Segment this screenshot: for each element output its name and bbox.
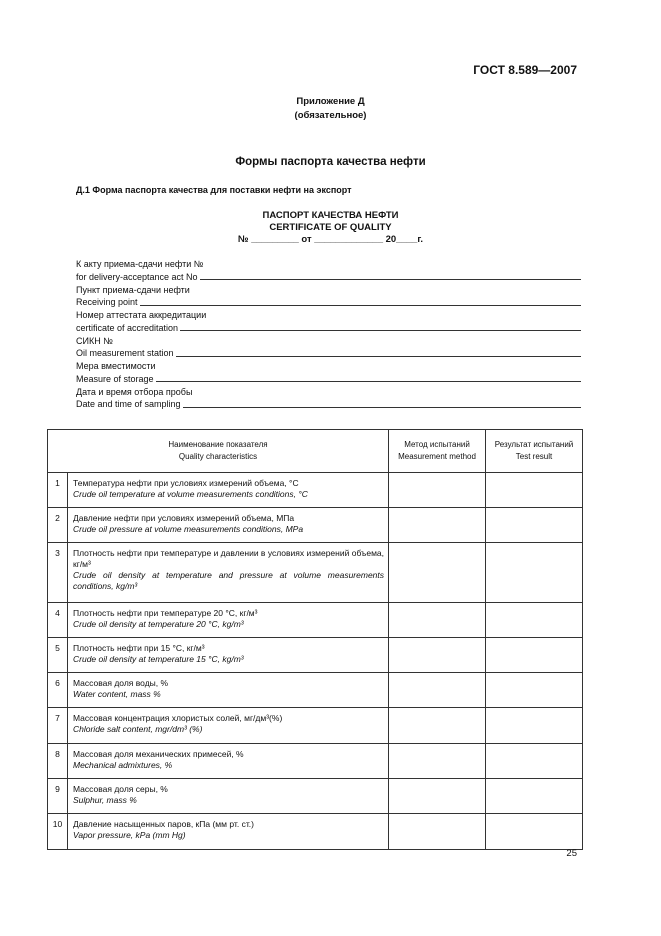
appendix-heading [0, 95, 661, 123]
accreditation-input[interactable] [180, 330, 581, 331]
method-cell[interactable] [389, 814, 486, 850]
result-cell[interactable] [486, 508, 583, 543]
method-cell[interactable] [389, 779, 486, 814]
row-number: 4 [48, 603, 68, 638]
row-label-ru: Плотность нефти при температуре и давлении в условиях измерений объема, кг/м³ [73, 548, 385, 569]
result-cell[interactable] [486, 638, 583, 673]
measurement-station-input[interactable] [176, 356, 581, 357]
method-cell[interactable] [389, 708, 486, 744]
row-description [68, 638, 389, 673]
result-cell[interactable] [486, 473, 583, 508]
row-description [68, 708, 389, 744]
table-row [48, 708, 583, 744]
method-cell[interactable] [389, 508, 486, 543]
row-number: 7 [48, 708, 68, 744]
row-label-en: Chloride salt content, mgr/dm³ (%) [73, 724, 203, 734]
row-label-en: Water content, mass % [73, 689, 161, 699]
row-label-ru: Массовая доля воды, % [73, 678, 169, 688]
table-row [48, 543, 583, 603]
table-row [48, 779, 583, 814]
table-row [48, 473, 583, 508]
header-method: Метод испытаний Measurement method [389, 430, 486, 473]
row-label-en: Crude oil pressure at volume measurements conditions, MPa [73, 524, 304, 534]
row-number: 2 [48, 508, 68, 543]
row-label-ru: Массовая концентрация хлористых солей, мг/дм³(%) [73, 713, 283, 723]
table-row [48, 744, 583, 779]
row-number: 8 [48, 744, 68, 779]
row-number: 10 [48, 814, 68, 850]
header-name: Наименование показателя Quality characteristics [48, 430, 389, 473]
field-measurement-station [76, 335, 581, 360]
field-label-ru: К акту приема-сдачи нефти № [76, 259, 204, 269]
table-row [48, 508, 583, 543]
result-cell[interactable] [486, 603, 583, 638]
field-label-en: for delivery-acceptance act No [76, 271, 198, 282]
appendix-status: (обязательное) [294, 110, 367, 121]
field-act [76, 258, 581, 283]
table-row [48, 814, 583, 850]
field-receiving-point [76, 284, 581, 309]
row-label-ru: Давление нефти при условиях измерений объема, МПа [73, 513, 295, 523]
result-cell[interactable] [486, 779, 583, 814]
result-cell[interactable] [486, 673, 583, 708]
storage-measure-input[interactable] [156, 381, 581, 382]
method-cell[interactable] [389, 638, 486, 673]
field-label-ru: Мера вместимости [76, 361, 156, 371]
field-sampling-date [76, 386, 581, 411]
field-accreditation [76, 309, 581, 334]
row-label-en: Vapor pressure, kPa (mm Hg) [73, 830, 186, 840]
field-label-ru: Номер аттестата аккредитации [76, 310, 207, 320]
row-description [68, 543, 389, 603]
page-number: 25 [566, 848, 577, 859]
row-number: 9 [48, 779, 68, 814]
quality-table [47, 429, 583, 850]
appendix-title: Приложение Д [296, 96, 365, 107]
method-cell[interactable] [389, 603, 486, 638]
row-description [68, 744, 389, 779]
table-row [48, 673, 583, 708]
row-label-en: Crude oil density at temperature and pressure at volume measurements conditions, kg/m³ [73, 570, 385, 591]
row-label-en: Crude oil density at temperature 15 °C, kg/m³ [73, 654, 244, 664]
method-cell[interactable] [389, 744, 486, 779]
row-label-en: Crude oil temperature at volume measurements conditions, °C [73, 489, 308, 499]
row-description [68, 814, 389, 850]
result-cell[interactable] [486, 744, 583, 779]
field-label-ru: Дата и время отбора пробы [76, 386, 193, 397]
row-label-ru: Массовая доля серы, % [73, 784, 168, 794]
header-fields [76, 258, 581, 411]
field-label-en: certificate of accreditation [76, 322, 179, 333]
row-label-ru: Давление насыщенных паров, кПа (мм рт. ст.) [73, 819, 254, 829]
forms-title: Формы паспорта качества нефти [235, 156, 426, 168]
field-label-en: Receiving point [76, 297, 138, 307]
header-result: Результат испытаний Test result [486, 430, 583, 473]
method-cell[interactable] [389, 673, 486, 708]
row-description [68, 603, 389, 638]
row-number: 3 [48, 543, 68, 603]
act-number-input[interactable] [200, 279, 581, 280]
table-row [48, 638, 583, 673]
field-label-ru: Пункт приема-сдачи нефти [76, 284, 190, 295]
result-cell[interactable] [486, 543, 583, 603]
row-label-ru: Температура нефти при условиях измерений объема, °С [73, 478, 299, 488]
row-label-en: Crude oil density at temperature 20 °C, kg/m³ [73, 619, 244, 629]
row-description [68, 508, 389, 543]
passport-number-line: № _________ от _____________ 20____г. [238, 234, 423, 245]
row-number: 5 [48, 638, 68, 673]
result-cell[interactable] [486, 708, 583, 744]
result-cell[interactable] [486, 814, 583, 850]
section-heading: Д.1 Форма паспорта качества для поставки нефти на экспорт [76, 185, 352, 195]
table-row [48, 603, 583, 638]
field-label-ru: СИКН № [76, 335, 113, 346]
row-label-ru: Массовая доля механических примесей, % [73, 749, 244, 759]
field-label-en: Date and time of sampling [76, 399, 181, 409]
passport-title-block [0, 210, 661, 246]
table-header-row [48, 430, 583, 473]
passport-title-en: CERTIFICATE OF QUALITY [269, 222, 392, 233]
row-description [68, 473, 389, 508]
row-number: 1 [48, 473, 68, 508]
passport-title-ru: ПАСПОРТ КАЧЕСТВА НЕФТИ [262, 210, 399, 221]
row-label-en: Sulphur, mass % [73, 795, 137, 805]
sampling-date-input[interactable] [183, 407, 581, 408]
row-number: 6 [48, 673, 68, 708]
row-label-en: Mechanical admixtures, % [73, 760, 173, 770]
method-cell[interactable] [389, 473, 486, 508]
field-label-en: Measure of storage [76, 373, 154, 384]
field-label-en: Oil measurement station [76, 348, 174, 358]
row-description [68, 673, 389, 708]
row-description [68, 779, 389, 814]
field-storage-measure [76, 360, 581, 385]
method-cell[interactable] [389, 543, 486, 603]
standard-number: ГОСТ 8.589—2007 [473, 63, 577, 77]
row-label-ru: Плотность нефти при 15 °С, кг/м³ [73, 643, 205, 653]
row-label-ru: Плотность нефти при температуре 20 °С, кг/м³ [73, 608, 258, 618]
receiving-point-input[interactable] [140, 305, 581, 306]
